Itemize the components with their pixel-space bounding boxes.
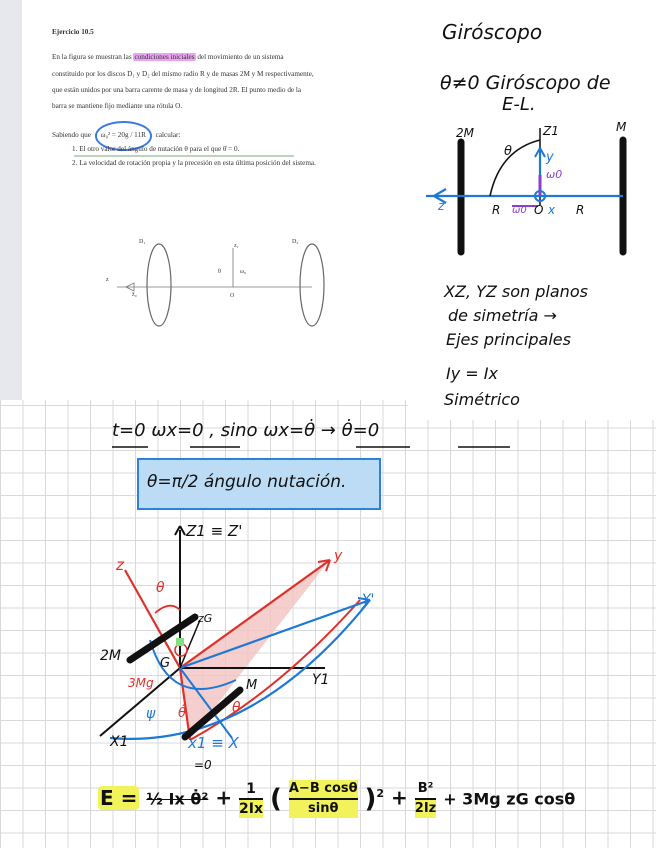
term2-numerator: A−B cosθ <box>289 780 358 800</box>
term3-denominator: 2Iz <box>414 801 437 816</box>
label-d1: D₁ <box>139 239 146 245</box>
energy-term-2-coef <box>239 780 263 818</box>
label-3mg: 3Mg <box>128 676 154 690</box>
label-x1-equiv-x: x1 ≡ X <box>188 734 239 752</box>
knowing-prefix: Sabiendo que <box>52 131 91 139</box>
label-z0: z̄₀ <box>132 292 137 298</box>
notes-line-2: θ≠0 Giróscopo de <box>440 72 611 94</box>
question-1: 1. El otro valor del ángulo de nutación θ para el que θ̇ = 0. <box>72 145 240 153</box>
notes-line-3: E-L. <box>502 94 536 115</box>
term2-denominator: sinθ <box>289 800 358 818</box>
diagram-label-r2: R <box>576 203 585 217</box>
notes-text-5: Simétrico <box>444 390 520 409</box>
energy-term-2-fraction <box>289 780 358 818</box>
diagram-label-2m: 2M <box>456 126 474 140</box>
label-g: G <box>160 656 171 671</box>
diagram-label-w0: ω0 <box>546 168 563 181</box>
energy-plus-2: + <box>391 785 408 810</box>
exercise-title: Ejercicio 10.5 <box>52 28 94 36</box>
notes-text-4: Iy = Ix <box>446 364 498 383</box>
label-theta-dot: θ̇ <box>178 706 186 721</box>
equation-line-1: t=0 ωx=0 , sino ωx=θ̇ → θ̇=0 <box>112 420 380 441</box>
diagram-label-x: x <box>548 203 556 217</box>
notes-text-1: XZ, YZ son planos <box>444 282 588 301</box>
diagram-label-m: M <box>616 120 627 134</box>
label-z1: z₁ <box>234 243 239 249</box>
energy-equation: E = ½ Ix θ̇² + $\frac{1}{2Ix}$ ( $\frac{\text{A−B cosθ}}{\sin\theta}$ )$^2$ + $\frac{\text{B²}}{2Iz}$ + 3Mg zG cosθ <box>100 781 576 817</box>
label-y1: Y1 <box>312 672 330 688</box>
energy-term-3 <box>415 780 436 818</box>
label-theta: θ <box>218 269 221 275</box>
diagram-label-r1: R <box>492 203 501 217</box>
energy-term-1: ½ Ix θ̇² <box>146 789 209 809</box>
diagram-label-o: O <box>534 203 544 217</box>
energy-plus: + <box>215 785 233 810</box>
paragraph-line-3: que están unidos por una barra carente de masa y de longitud 2R. El punto medio de la <box>52 86 302 94</box>
question-2: 2. La velocidad de rotación propia y la precesión en esta última posición del sistema. <box>72 159 316 167</box>
label-y-red: y <box>334 548 343 564</box>
diagram-label-w0b: ω0 <box>512 205 527 216</box>
label-y1-prime: Y' <box>362 592 375 608</box>
paragraph-text: En la figura se muestran las <box>52 53 132 61</box>
energy-term-4: + 3Mg zG cosθ <box>443 789 576 809</box>
label-zg: zG <box>198 612 213 625</box>
label-z1-zp: Z1 ≡ Z' <box>186 522 243 540</box>
term3-numerator: B² <box>415 780 436 800</box>
knowing-suffix: calcular: <box>155 131 181 139</box>
label-d2: D₂ <box>292 239 299 245</box>
label-z: z <box>106 277 109 283</box>
energy-zero-label: =0 <box>194 758 212 772</box>
label-psi: ψ <box>146 706 156 722</box>
label-o: O <box>230 293 235 299</box>
highlighted-text: condiciones iniciales <box>134 53 195 61</box>
label-2m: 2M <box>100 648 121 664</box>
notes-text-2: de simetría → <box>448 306 557 325</box>
diagram-label-z: z <box>438 199 445 213</box>
diagram-label-z1: Z1 <box>543 124 559 138</box>
diagram-label-theta: θ <box>504 144 512 159</box>
notes-title: Giróscopo <box>442 20 543 44</box>
label-z-red: z <box>116 556 124 574</box>
label-x1: X1 <box>110 734 129 750</box>
term2-coef-den: 2Ix <box>239 801 264 817</box>
label-m: M <box>246 678 258 693</box>
formula: ω₀² = 20g / 11R <box>95 121 152 151</box>
paragraph-line-2: constituido por los discos D₁ y D₂ del mismo radio R y de masas 2M y M respectivamente, <box>52 70 314 78</box>
term2-coef-num: 1 <box>239 780 263 800</box>
paragraph-line-4: barra se mantiene fijo mediante una rótula O. <box>52 102 183 110</box>
paragraph-text: del movimiento de un sistema <box>197 53 284 61</box>
energy-lhs: E = <box>100 785 138 810</box>
label-theta-top: θ <box>156 580 165 596</box>
diagram-label-y: y <box>546 150 554 165</box>
label-omega: ω₀ <box>240 269 247 275</box>
notes-text-3: Ejes principales <box>446 330 571 349</box>
boxed-text: θ=π/2 ángulo nutación. <box>147 472 347 492</box>
label-theta-low: θ <box>232 700 241 716</box>
